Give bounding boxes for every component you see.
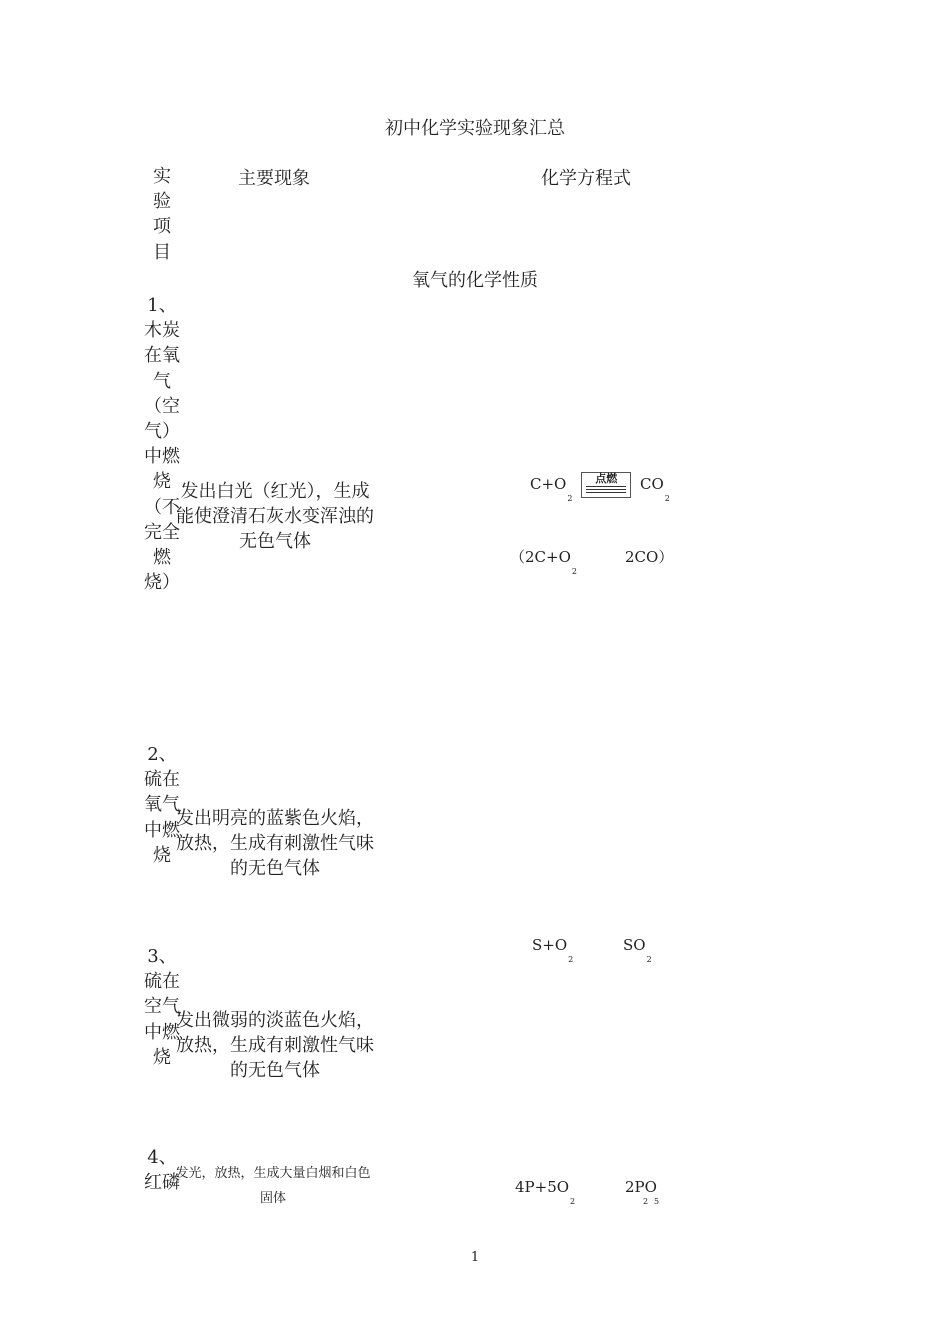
section-heading: 氧气的化学性质 bbox=[412, 270, 538, 291]
equals-line bbox=[586, 486, 626, 487]
equals-line bbox=[586, 489, 626, 490]
row4-equation-lhs bbox=[515, 1178, 576, 1206]
row1-equation-2-rhs: 2CO） bbox=[625, 548, 674, 566]
row1-eq-lhs: C+O bbox=[530, 475, 567, 493]
row1-eq-rhs: CO bbox=[640, 475, 664, 493]
row4-eq-rhs-sub1: 2 bbox=[642, 1197, 649, 1206]
row3-eq-lhs: S+O bbox=[532, 936, 568, 954]
header-item: 实验项目 bbox=[153, 166, 171, 263]
page-title: 初中化学实验现象汇总 bbox=[385, 118, 565, 139]
row4-eq-rhs-mid: O bbox=[644, 1178, 657, 1196]
row4-eq-rhs: 2P bbox=[625, 1178, 645, 1196]
row2-phenomenon: 发出明亮的蓝紫色火焰，放热，生成有刺激性气味的无色气体 bbox=[176, 808, 374, 879]
row3-item: 3、硫在空气中燃烧 bbox=[144, 946, 180, 1068]
row4-eq-lhs: 4P+5O bbox=[515, 1178, 570, 1196]
header-phenomenon: 主要现象 bbox=[238, 168, 310, 189]
reaction-condition: 点燃 bbox=[595, 472, 618, 485]
row4-equation-rhs bbox=[625, 1178, 660, 1206]
row1-eq-rhs-sub: 2 bbox=[664, 494, 670, 503]
equals-line bbox=[586, 492, 626, 493]
row1-phenomenon: 发出白光（红光），生成能使澄清石灰水变浑浊的无色气体 bbox=[176, 481, 374, 552]
reaction-condition-box bbox=[581, 472, 631, 498]
row1-eq2-lhs-sub: 2 bbox=[571, 567, 577, 576]
row1-equation-2 bbox=[510, 546, 577, 576]
row4-eq-rhs-sub2: 5 bbox=[654, 1197, 660, 1206]
row4-eq-lhs-sub: 2 bbox=[570, 1197, 576, 1206]
row2-item: 2、硫在氧气中燃烧 bbox=[144, 744, 180, 866]
header-equation: 化学方程式 bbox=[541, 168, 631, 189]
row1-item: 1、木炭在氧气（空气）中燃烧（不完全燃烧） bbox=[144, 295, 180, 594]
row1-equation bbox=[530, 472, 670, 503]
page-number: 1 bbox=[470, 1250, 480, 1265]
row3-eq-rhs-sub: 2 bbox=[646, 955, 652, 964]
row1-eq-lhs-sub: 2 bbox=[567, 494, 573, 503]
row3-eq-lhs-sub: 2 bbox=[568, 955, 574, 964]
row3-equation-lhs bbox=[532, 936, 574, 964]
row3-phenomenon: 发出微弱的淡蓝色火焰，放热，生成有刺激性气味的无色气体 bbox=[176, 1010, 374, 1081]
row3-eq-rhs: SO bbox=[623, 936, 646, 954]
row3-equation-rhs bbox=[623, 936, 652, 964]
row1-eq2-lhs: （2C+O bbox=[510, 548, 571, 566]
row4-phenomenon: 发光，放热，生成大量白烟和白色固体 bbox=[175, 1166, 371, 1206]
row4-item: 4、红磷 bbox=[144, 1147, 180, 1194]
